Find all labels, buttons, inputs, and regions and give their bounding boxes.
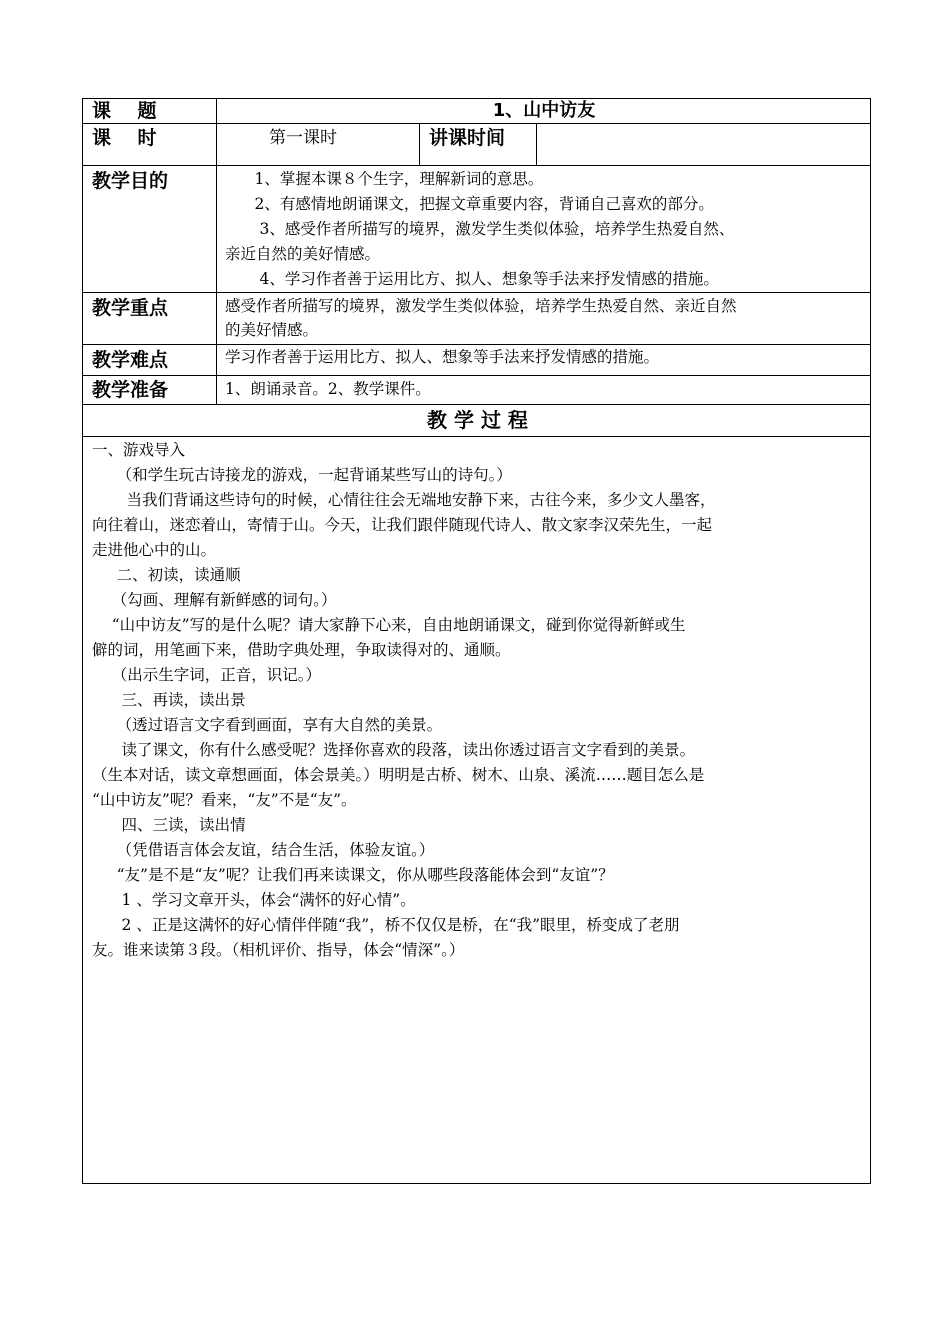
process-line: （出示生字词，正音，识记。）: [92, 666, 321, 684]
row-divider: [83, 292, 870, 293]
difficulties-line: 学习作者善于运用比方、拟人、想象等手法来抒发情感的措施。: [225, 348, 660, 366]
lecture-time-label: 讲课时间: [429, 127, 506, 149]
difficulties-label: 教学难点: [92, 349, 169, 371]
key-points-label: 教学重点: [92, 297, 169, 319]
process-line: 一、游戏导入: [92, 441, 186, 459]
process-line: 四、三读，读出情: [92, 816, 246, 834]
process-line: 友。谁来读第３段。（相机评价、指导，体会“情深”。）: [92, 941, 465, 959]
process-line: 读了课文，你有什么感受呢？选择你喜欢的段落，读出你透过语言文字看到的美景。: [92, 741, 696, 759]
objectives-line: 亲近自然的美好情感。: [225, 245, 381, 263]
column-divider: [216, 99, 217, 404]
key-points-line: 感受作者所描写的境界，激发学生类似体验，培养学生热爱自然、亲近自然: [225, 297, 737, 315]
preparation-label: 教学准备: [92, 379, 169, 401]
topic-label: 课 题: [92, 100, 157, 122]
lesson-plan-table: [82, 98, 871, 1184]
objectives-line: 1、掌握本课８个生字，理解新词的意思。: [225, 170, 544, 188]
objectives-line: 4、学习作者善于运用比方、拟人、想象等手法来抒发情感的措施。: [225, 270, 719, 288]
process-title: 教 学 过 程: [427, 408, 528, 432]
preparation-line: 1、朗诵录音。2、教学课件。: [225, 380, 431, 398]
row-divider: [83, 436, 870, 437]
row-divider: [83, 165, 870, 166]
process-line: 1 、学习文章开头，体会“满怀的好心情”。: [92, 891, 416, 909]
process-line: 走进他心中的山。: [92, 541, 217, 559]
process-line: （透过语言文字看到画面，享有大自然的美景。: [92, 716, 443, 734]
column-divider: [536, 123, 537, 165]
column-divider: [419, 123, 420, 165]
process-line: （凭借语言体会友谊，结合生活，体验友谊。）: [92, 841, 435, 859]
process-line: “山中访友”呢？看来，“友”不是“友”。: [92, 791, 357, 809]
process-line: （勾画、理解有新鲜感的词句。）: [92, 591, 337, 609]
process-line: 向往着山，迷恋着山，寄情于山。今天，让我们跟伴随现代诗人、散文家李汉荣先生，一起: [92, 516, 713, 534]
objectives-line: 3、感受作者所描写的境界，激发学生类似体验，培养学生热爱自然、: [225, 220, 735, 238]
process-line: “友”是不是“友”呢？让我们再来读课文，你从哪些段落能体会到“友谊”？: [92, 866, 614, 884]
key-points-line: 的美好情感。: [225, 321, 319, 339]
row-divider: [83, 123, 870, 124]
process-line: 当我们背诵这些诗句的时候，心情往往会无端地安静下来，古往今来，多少文人墨客，: [92, 491, 716, 509]
process-line: “山中访友”写的是什么呢？请大家静下心来，自由地朗诵课文，碰到你觉得新鲜或生: [92, 616, 686, 634]
period-value: 第一课时: [269, 128, 337, 148]
process-line: （生本对话，读文章想画面，体会景美。）明明是古桥、树木、山泉、溪流……题目怎么是: [92, 766, 705, 784]
period-label: 课 时: [92, 127, 157, 149]
process-body: [92, 438, 864, 963]
objectives-label: 教学目的: [92, 170, 169, 192]
row-divider: [83, 375, 870, 376]
topic-value: 1、山中访友: [492, 100, 596, 121]
process-line: 三、再读，读出景: [92, 691, 246, 709]
process-line: 僻的词，用笔画下来，借助字典处理，争取读得对的、通顺。: [92, 641, 511, 659]
process-line: 2 、正是这满怀的好心情伴伴随“我”，桥不仅仅是桥，在“我”眼里，桥变成了老朋: [92, 916, 680, 934]
objectives-line: 2、有感情地朗诵课文，把握文章重要内容，背诵自己喜欢的部分。: [225, 195, 714, 213]
process-line: （和学生玩古诗接龙的游戏，一起背诵某些写山的诗句。）: [92, 466, 512, 484]
process-line: 二、初读，读通顺: [92, 566, 241, 584]
